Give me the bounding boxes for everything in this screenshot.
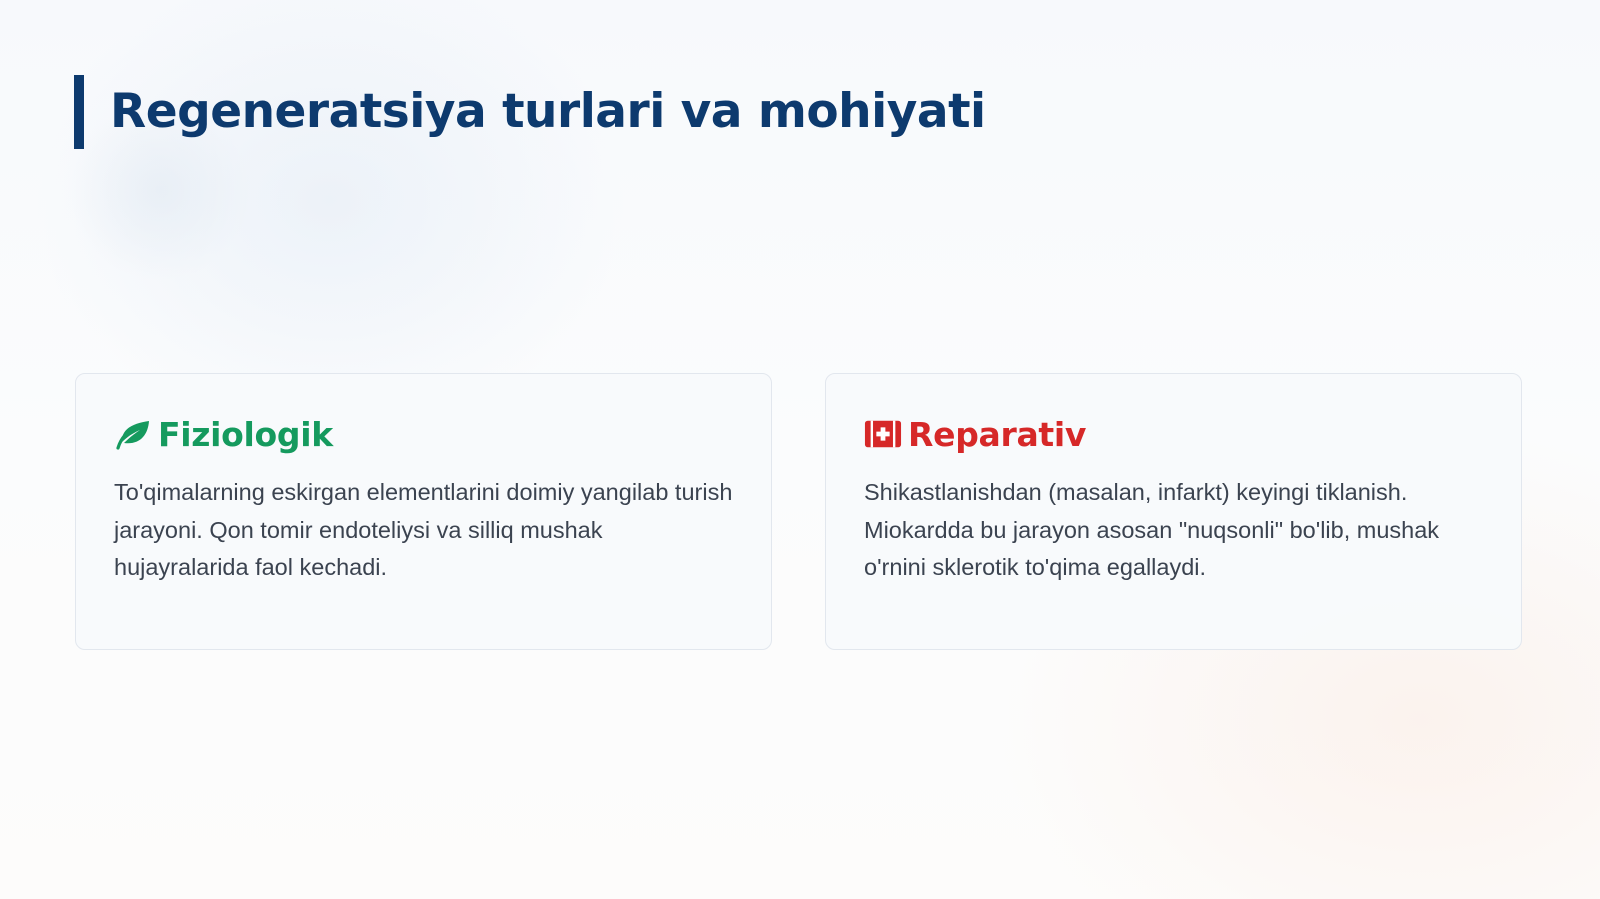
title-accent-bar xyxy=(74,75,84,149)
card-heading: Fiziologik xyxy=(158,414,333,454)
page-title: Regeneratsiya turlari va mohiyati xyxy=(110,84,986,139)
card-fiziologik xyxy=(75,373,772,650)
medical-kit-icon xyxy=(864,415,902,453)
card-description: Shikastlanishdan (masalan, infarkt) keyingi tiklanish. Miokardda bu jarayon asosan "nuqsonli" bo'lib, mushak o'rnini sklerotik to'qima egallaydi. xyxy=(864,479,1440,580)
card-description: To'qimalarning eskirgan elementlarini doimiy yangilab turish jarayoni. Qon tomir endoteliysi va silliq mushak hujayralarida faol kechadi. xyxy=(114,479,733,580)
card-header xyxy=(864,412,1485,456)
card-header xyxy=(114,412,735,456)
card-heading: Reparativ xyxy=(908,414,1087,454)
card-reparativ xyxy=(825,373,1522,650)
leaf-icon xyxy=(114,415,152,453)
